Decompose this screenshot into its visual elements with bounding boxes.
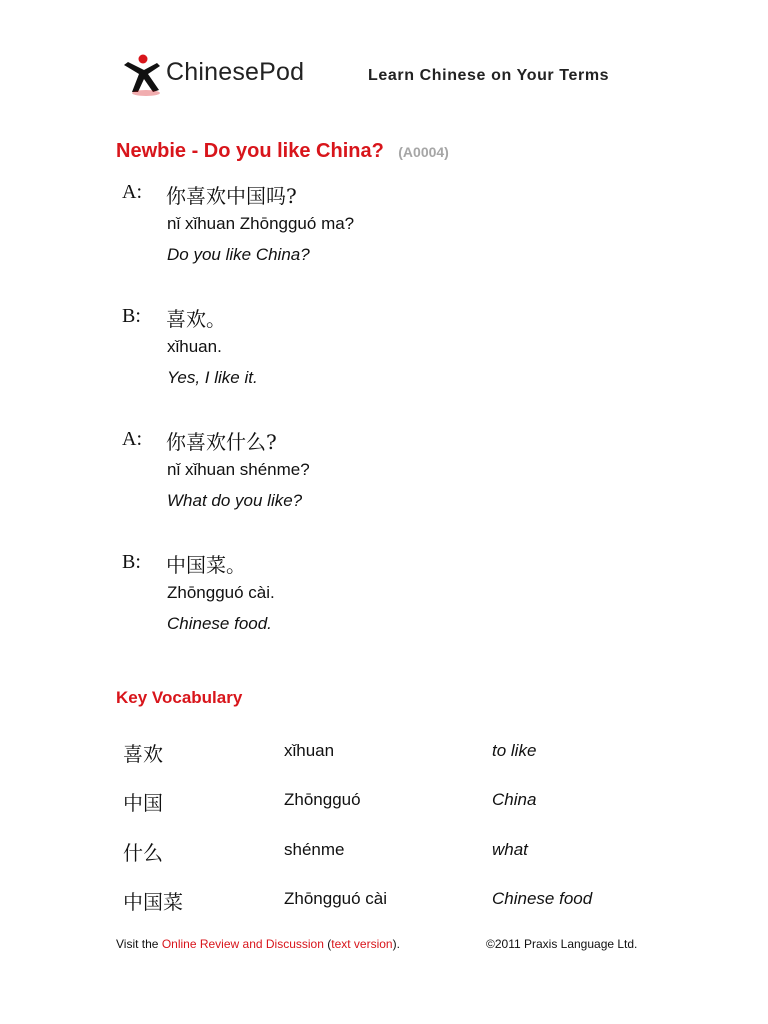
dialogue-speaker: B: (122, 551, 141, 573)
text-version-link[interactable]: text version (331, 937, 393, 951)
lesson-title-row (116, 140, 449, 163)
logo-text: ChinesePod (166, 58, 305, 86)
vocabulary-title: Key Vocabulary (116, 688, 243, 707)
dialogue-speaker: B: (122, 305, 141, 327)
dialogue-pinyin: Zhōngguó cài. (167, 583, 275, 602)
footer-paren-close: ). (392, 937, 400, 951)
dialogue-speaker: A: (122, 181, 142, 203)
vocab-hanzi: 中国 (123, 791, 163, 815)
lesson-title: Newbie - Do you like China? (116, 140, 384, 162)
vocab-english: China (492, 790, 537, 809)
dialogue-hanzi: 你喜欢什么? (166, 430, 277, 454)
footer-prefix: Visit the (116, 937, 162, 951)
dialogue-pinyin: xǐhuan. (167, 337, 222, 356)
dialogue-english: What do you like? (167, 491, 303, 510)
dialogue-hanzi: 你喜欢中国吗? (166, 184, 297, 208)
vocab-english: Chinese food (492, 889, 593, 908)
vocab-pinyin: xǐhuan (284, 741, 335, 760)
vocab-hanzi: 什么 (123, 841, 163, 865)
chinesepod-logo (120, 52, 320, 98)
vocab-english: what (492, 840, 528, 859)
copyright: ©2011 Praxis Language Ltd. (486, 937, 638, 951)
vocab-hanzi: 中国菜 (123, 890, 183, 914)
footer-paren-open: ( (323, 937, 332, 951)
tagline: Learn Chinese on Your Terms (368, 67, 610, 84)
dialogue-english: Do you like China? (167, 245, 310, 264)
dialogue-pinyin: nǐ xǐhuan Zhōngguó ma? (167, 214, 355, 233)
vocab-english: to like (492, 741, 537, 760)
vocab-pinyin: Zhōngguó (284, 790, 361, 809)
footer-left (116, 937, 400, 951)
vocab-pinyin: shénme (284, 840, 345, 859)
dialogue-english: Chinese food. (167, 614, 272, 633)
dialogue-pinyin: nǐ xǐhuan shénme? (167, 460, 310, 479)
vocab-pinyin: Zhōngguó cài (284, 889, 388, 908)
lesson-code: (A0004) (398, 144, 449, 160)
dialogue-hanzi: 中国菜。 (166, 553, 246, 577)
chinesepod-figure-icon (120, 52, 164, 98)
dialogue-speaker: A: (122, 428, 142, 450)
dialogue-english: Yes, I like it. (167, 368, 258, 387)
dialogue-hanzi: 喜欢。 (166, 307, 226, 331)
online-review-link[interactable]: Online Review and Discussion (161, 937, 324, 951)
vocab-hanzi: 喜欢 (123, 742, 163, 766)
